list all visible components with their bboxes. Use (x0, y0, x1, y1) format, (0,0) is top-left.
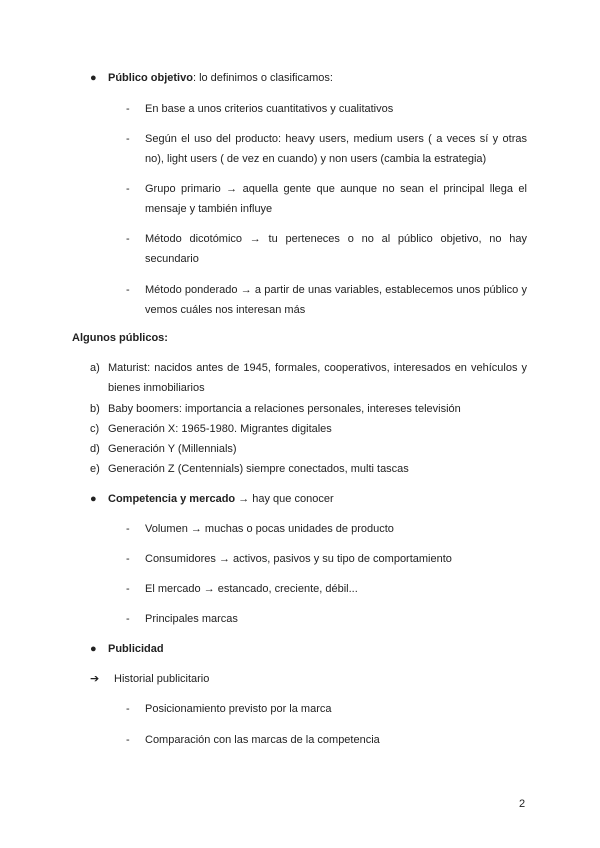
dash-marker: - (126, 583, 130, 595)
dash-marker: - (126, 553, 130, 565)
list-letter: b) (90, 403, 100, 415)
algunos-item: Generación Z (Centennials) siempre conectados, multi tascas (108, 463, 409, 475)
publico-item: Método dicotómico → tu perteneces o no al público objetivo, no hay secundario (145, 233, 527, 265)
bullet-marker: ● (90, 493, 97, 505)
competencia-item: Principales marcas (145, 613, 238, 625)
algunos-item: Maturist: nacidos antes de 1945, formales, cooperativos, interesados en vehículos y bienes inmobiliarios (108, 362, 527, 394)
list-letter: c) (90, 423, 100, 435)
dash-marker: - (126, 284, 130, 296)
publicidad-sub-heading: Historial publicitario (114, 673, 210, 685)
bullet-marker: ● (90, 643, 97, 655)
list-letter: d) (90, 443, 100, 455)
algunos-heading: Algunos públicos: (72, 332, 168, 344)
dash-marker: - (126, 523, 130, 535)
dash-marker: - (126, 613, 130, 625)
dash-marker: - (126, 734, 130, 746)
publico-item: Grupo primario → aquella gente que aunque no sean el principal llega el mensaje y también influye (145, 183, 527, 215)
publico-heading-line (108, 71, 333, 85)
publicidad-item: Posicionamiento previsto por la marca (145, 703, 332, 715)
algunos-item: Generación Y (Millennials) (108, 443, 237, 455)
bullet-marker: ● (90, 72, 97, 84)
publico-heading: Público objetivo (108, 72, 193, 84)
competencia-item: El mercado → estancado, creciente, débil... (145, 583, 358, 595)
publico-item: Método ponderado → a partir de unas variables, establecemos unos público y vemos cuáles nos interesan más (145, 284, 527, 316)
publicidad-item: Comparación con las marcas de la competencia (145, 734, 380, 746)
list-letter: a) (90, 362, 100, 374)
dash-marker: - (126, 183, 130, 195)
algunos-item: Generación X: 1965-1980. Migrantes digitales (108, 423, 332, 435)
dash-marker: - (126, 233, 130, 245)
competencia-heading: Competencia y mercado (108, 493, 236, 505)
competencia-item: Volumen → muchas o pocas unidades de producto (145, 523, 394, 535)
dash-marker: - (126, 133, 130, 145)
competencia-heading-line (108, 492, 334, 506)
dash-marker: - (126, 703, 130, 715)
list-letter: e) (90, 463, 100, 475)
publico-item: Según el uso del producto: heavy users, medium users ( a veces sí y otras no), light users ( de vez en cuando) y non users (cambia la estrategia) (145, 133, 527, 165)
publico-item: En base a unos criterios cuantitativos y cualitativos (145, 103, 394, 115)
competencia-heading-rest: → hay que conocer (235, 493, 334, 505)
publicidad-heading: Publicidad (108, 643, 164, 655)
publico-heading-rest: : lo definimos o clasificamos: (192, 72, 333, 84)
arrow-icon: ➔ (90, 673, 100, 685)
competencia-item: Consumidores → activos, pasivos y su tipo de comportamiento (145, 553, 452, 565)
page-number: 2 (519, 798, 526, 810)
algunos-item: Baby boomers: importancia a relaciones personales, intereses televisión (108, 403, 461, 415)
dash-marker: - (126, 103, 130, 115)
